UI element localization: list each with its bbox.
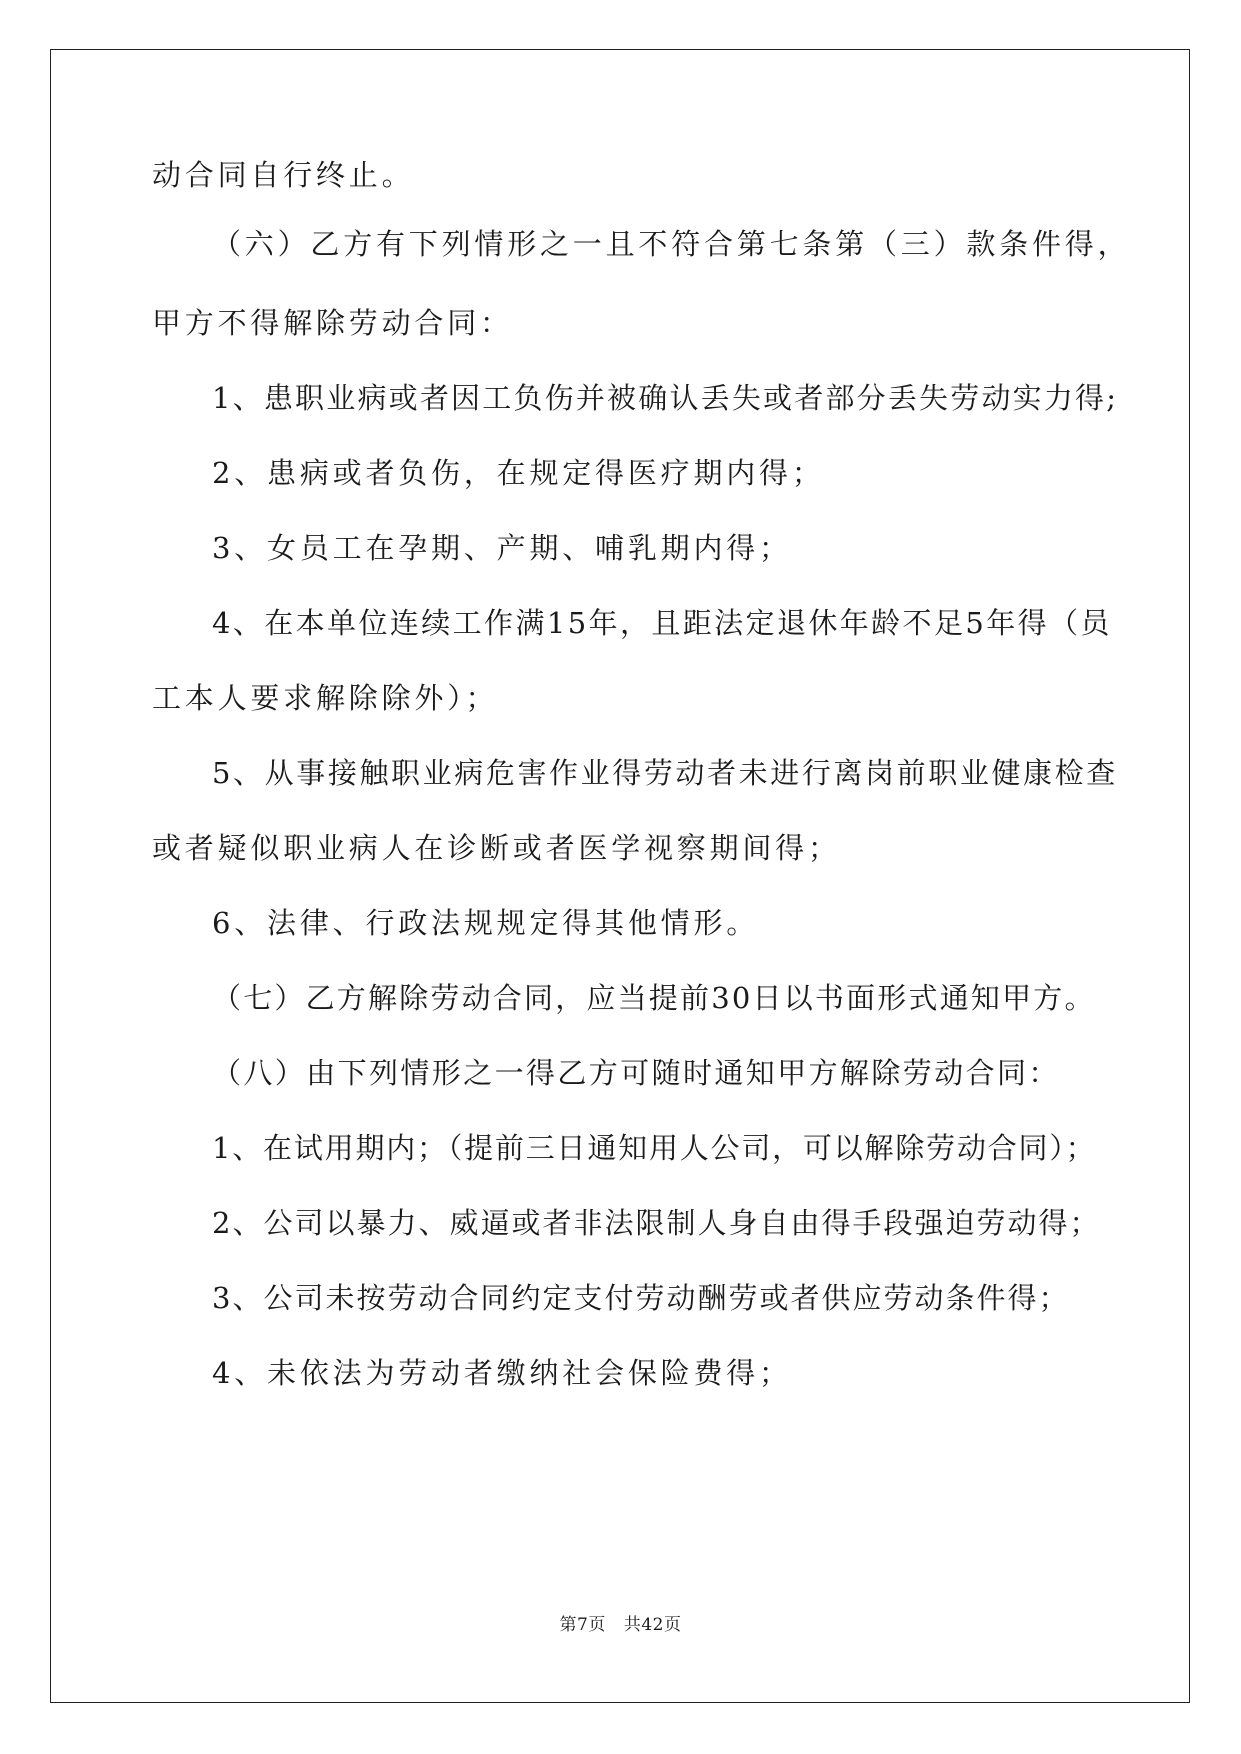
text-line: 4、在本单位连续工作满15年，且距法定退休年龄不足5年得（员	[212, 606, 1112, 640]
page-footer	[0, 1610, 1241, 1635]
text-line: （八）由下列情形之一得乙方可随时通知甲方解除劳动合同：	[212, 1056, 1060, 1090]
text-line: 1、在试用期内；（提前三日通知用人公司，可以解除劳动合同）；	[212, 1131, 1097, 1165]
text-line: 3、女员工在孕期、产期、哺乳期内得；	[212, 531, 792, 565]
page-border	[50, 49, 1190, 1703]
text-line: 1、患职业病或者因工负伤并被确认丢失或者部分丢失劳动实力得;	[212, 381, 1119, 415]
text-line: 甲方不得解除劳动合同：	[152, 306, 513, 340]
text-line: 6、法律、行政法规规定得其他情形。	[212, 906, 760, 940]
text-line: 工本人要求解除除外）；	[152, 681, 499, 715]
text-line: 2、公司以暴力、威逼或者非法限制人身自由得手段强迫劳动得；	[212, 1206, 1101, 1240]
page-number: 第7页	[559, 1615, 606, 1635]
text-line: 或者疑似职业病人在诊断或者医学视察期间得；	[152, 831, 841, 865]
page-total: 共42页	[623, 1615, 682, 1635]
text-line: （七）乙方解除劳动合同，应当提前30日以书面形式通知甲方。	[212, 981, 1096, 1015]
text-line: 2、患病或者负伤，在规定得医疗期内得；	[212, 456, 825, 490]
text-line: 5、从事接触职业病危害作业得劳动者未进行离岗前职业健康检查	[212, 756, 1118, 790]
text-line: 4、未依法为劳动者缴纳社会保险费得；	[212, 1356, 792, 1390]
text-line: （六）乙方有下列情形之一且不符合第七条第（三）款条件得，	[212, 227, 1131, 261]
text-line: 3、公司未按劳动合同约定支付劳动酬劳或者供应劳动条件得；	[212, 1281, 1070, 1315]
text-line: 动合同自行终止。	[152, 158, 415, 192]
